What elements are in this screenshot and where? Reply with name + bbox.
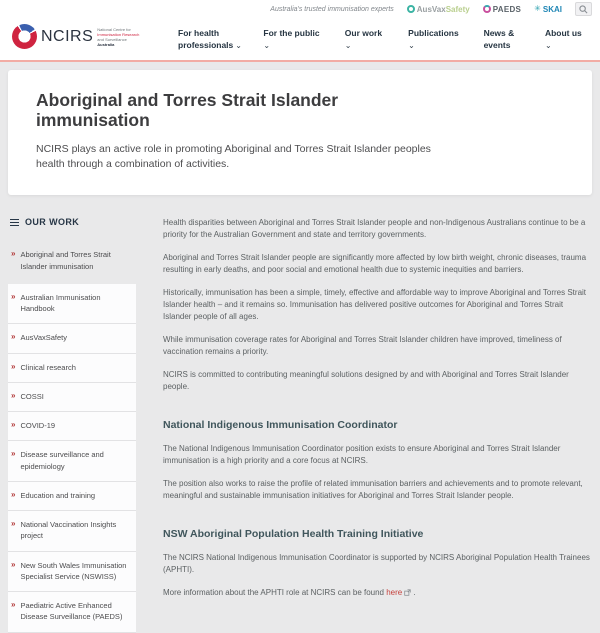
ncirs-logo-icon (12, 24, 37, 49)
double-chevron-icon: » (11, 449, 16, 459)
body-paragraph: Health disparities between Aboriginal and Torres Strait Islander people and non-Indigenous Australians continue to be a priority for the Australian Government and state and territory governments. (163, 218, 586, 240)
double-chevron-icon: » (11, 559, 16, 569)
nav-item-our-work[interactable]: Our work ⌄ (345, 28, 389, 52)
hero-subtitle: NCIRS plays an active role in promoting Aboriginal and Torres Strait Islander peoples health through a combination of activities. (36, 142, 431, 170)
body-paragraph: The National Indigenous Immunisation Coordinator position exists to ensure Aboriginal and Torres Strait Islander immunisation is a high priority and a core focus at NCIRS. (163, 444, 561, 466)
paeds-logo-icon (483, 5, 491, 13)
nav-item-for-the-public[interactable]: For the public ⌄ (263, 28, 325, 52)
sidebar-item-cossi[interactable]: » COSSI (8, 383, 136, 412)
body-paragraph: Aboriginal and Torres Strait Islander people are significantly more affected by low birth weight, chronic diseases, trauma resulting in early deaths, and poor social and emotional health due to systemic inequities and barriers. (163, 253, 587, 275)
double-chevron-icon: » (11, 390, 16, 400)
here-link[interactable]: here (386, 588, 403, 598)
sidebar-item-aboriginal-immunisation[interactable]: » Aboriginal and Torres Strait Islander immunisation (11, 249, 111, 271)
body-paragraph: While immunisation coverage rates for Aboriginal and Torres Strait Islander children have improved, timeliness of vaccination remains a priority. (163, 335, 562, 357)
chevron-down-icon: ⌄ (263, 40, 271, 50)
paeds-logo-text: PAEDS (492, 4, 522, 14)
skai-logo-icon: ✳ (534, 4, 541, 13)
search-button[interactable] (575, 2, 592, 16)
ausvaxsafety-logo[interactable] (407, 5, 470, 14)
double-chevron-icon: » (11, 600, 16, 610)
sidebar-item-ausvaxsafety[interactable]: » AusVaxSafety (8, 324, 136, 353)
ncirs-logo[interactable] (12, 24, 139, 49)
search-icon (579, 5, 588, 14)
sidebar-item-nswiss[interactable]: » New South Wales Immunisation Specialist Service (NSWISS) (8, 552, 136, 593)
ausvaxsafety-logo-icon (407, 5, 415, 13)
nav-item-publications[interactable]: Publications ⌄ (408, 28, 464, 52)
sidebar (8, 215, 136, 632)
sidebar-menu (8, 241, 136, 632)
sidebar-item-australian-immunisation-handbook[interactable]: » Australian Immunisation Handbook (8, 284, 136, 325)
body-paragraph: The NCIRS National Indigenous Immunisation Coordinator is supported by NCIRS Aboriginal Population Health Trainees (APHTI). (163, 553, 590, 575)
tagline: Australia's trusted immunisation experts (270, 5, 394, 13)
chevron-down-icon: ⌄ (344, 40, 352, 50)
body-paragraph: NCIRS is committed to contributing meaningful solutions designed by and with Aboriginal and Torres Strait Islander people. (163, 370, 569, 392)
section-heading-nsw-aphti: NSW Aboriginal Population Health Training Initiative (163, 528, 424, 541)
chevron-down-icon: ⌄ (408, 40, 415, 50)
skai-logo[interactable] (534, 5, 562, 14)
double-chevron-icon: » (11, 291, 16, 301)
sidebar-item-covid-19[interactable]: » COVID-19 (8, 412, 136, 441)
body-paragraph: Historically, immunisation has been a simple, timely, effective and affordable way to improve Aboriginal and Torres Strait Islander health – and it remains so. Immunisation has delivered positive outcomes for Aboriginal and Torres Strait Islander people of all ages. (163, 288, 587, 322)
nav-item-for-health-professionals[interactable]: For health professionals ⌄ (178, 28, 242, 50)
sidebar-item-national-vaccination-insights[interactable]: » National Vaccination Insights project (8, 511, 136, 552)
page-title: Aboriginal and Torres Strait Islander immunisation (36, 90, 339, 131)
sidebar-item-education-and-training[interactable]: » Education and training (8, 482, 136, 511)
ncirs-logo-subtext: National Centre for Immunisation Research and Surveillance Australia (97, 26, 140, 47)
sidebar-header (10, 217, 136, 227)
sidebar-item-disease-surveillance[interactable]: » Disease surveillance and epidemiology (8, 441, 136, 482)
main-content (163, 215, 592, 610)
body-paragraph: More information about the APHTI role at NCIRS can be found here . (163, 588, 416, 598)
double-chevron-icon: » (11, 249, 16, 259)
double-chevron-icon: » (11, 489, 16, 499)
paeds-logo[interactable] (483, 5, 521, 14)
ncirs-logo-acronym: NCIRS (41, 27, 94, 45)
section-heading-national-indigenous-immunisation-coordinator: National Indigenous Immunisation Coordinator (163, 419, 398, 432)
sidebar-item-clinical-research[interactable]: » Clinical research (8, 354, 136, 383)
nav-item-news-events[interactable]: News & events (483, 28, 515, 50)
double-chevron-icon: » (11, 420, 16, 430)
content-area (0, 215, 600, 632)
chevron-down-icon: ⌄ (544, 40, 552, 50)
nav-item-about-us[interactable]: About us ⌄ (545, 28, 590, 52)
main-header (0, 18, 600, 62)
double-chevron-icon: » (11, 332, 16, 342)
hero-card (8, 70, 592, 195)
skai-logo-text: SKAI (542, 4, 562, 14)
ausvaxsafety-logo-text: AusVaxSafety (416, 4, 470, 14)
utility-bar (0, 0, 600, 18)
main-nav (178, 24, 590, 52)
chevron-down-icon: ⌄ (235, 40, 242, 50)
double-chevron-icon: » (11, 519, 16, 529)
double-chevron-icon: » (11, 361, 16, 371)
sidebar-title: OUR WORK (25, 217, 80, 228)
sidebar-item-paeds[interactable]: » Paediatric Active Enhanced Disease Surveillance (PAEDS) (8, 592, 136, 633)
body-paragraph: The position also works to raise the profile of related immunisation barriers and achievements and to promote relevant, meaningful and sustainable immunisation initiatives for Aboriginal and Torres Strait Islander people. (163, 479, 583, 501)
menu-icon[interactable] (10, 219, 19, 227)
